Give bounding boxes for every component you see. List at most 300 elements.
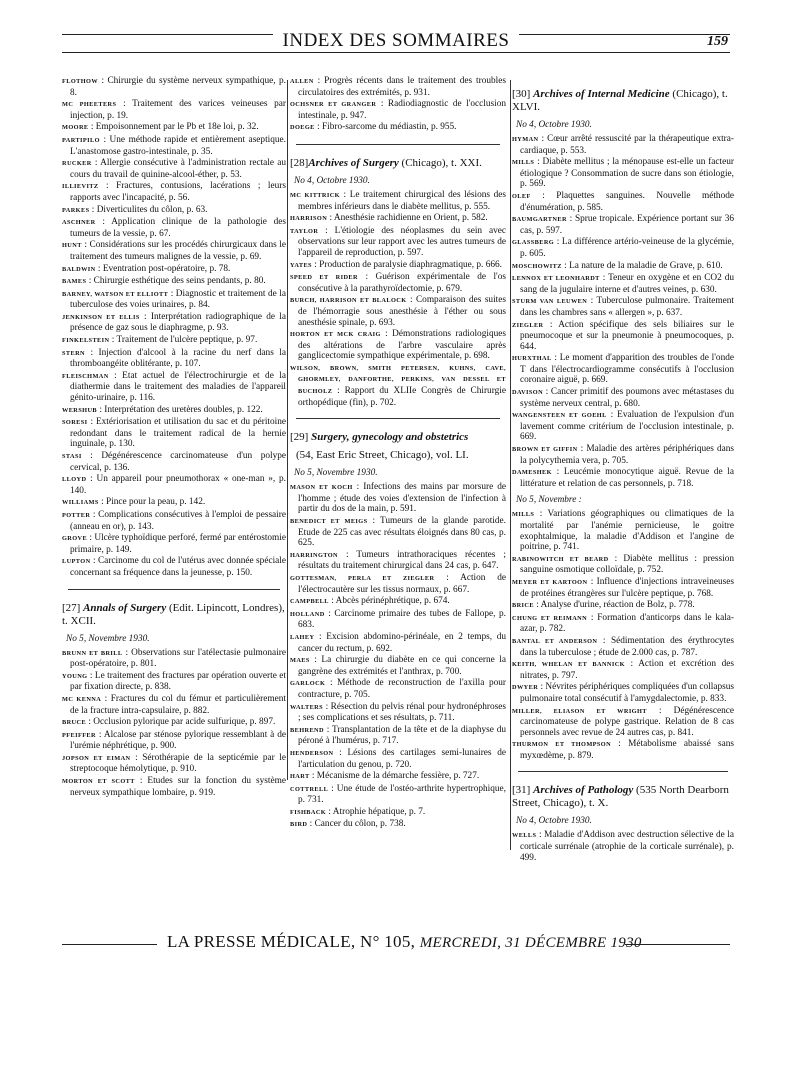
entry-text: : Infections des mains par morsure de l'homme ; étude des voies d'extension de l'infection à partir du dos de la main, p. 591. [298,482,506,515]
footer-text [167,932,642,952]
entry-text: : Fractures, contusions, lacérations ; leurs rapports avec l'incapacité, p. 56. [70,181,286,203]
index-entry [290,482,506,515]
entry-author: RUCKER [62,160,92,168]
index-entry [290,226,506,259]
entry-text: : Tumeurs intrathoraciques récentes ; résultats du traitement chirurgical dans 24 cas, p. 647. [298,549,506,572]
entry-author: BRUNN ET BRILL [62,649,123,657]
index-entry [62,276,286,288]
index-entry [62,158,286,180]
entry-text: : La nature de la maladie de Grave, p. 610. [561,260,723,271]
index-entry [512,296,734,318]
index-entry [62,671,286,693]
entry-text: : Tumeurs de la glande parotide. Etude de 225 cas avec résultats éloignés dans 80 cas, p. 625. [298,516,506,549]
entry-author: BRUCE [62,719,87,727]
entry-author: BAMES [62,278,87,286]
section-number: [27] [62,601,81,614]
entry-author: FINKELSTEIN [62,337,110,345]
issue-date: No 5, Novembre 1930. [66,633,150,644]
index-entry [512,214,734,236]
section-heading [290,157,506,170]
index-entry [62,240,286,262]
entry-text: : Empoisonnement par le Pb et 18e loi, p. 32. [88,122,259,133]
index-entry [512,739,734,761]
footer-rule-left [62,944,157,945]
entry-text: : Injection d'alcool à la racine du nerf dans la thromboangéite oblitérante, p. 107. [70,347,286,370]
index-entry [62,264,286,276]
index-entry [512,387,734,409]
page-footer [62,932,730,956]
index-entry [512,261,734,273]
entry-author: DAVISON [512,389,544,397]
index-entry [62,312,286,334]
entry-author: HURXTHAL [512,355,552,363]
entry-author: MORTON ET SCOTT [62,778,135,786]
journal-publisher: (Chicago), t. XLVI. [512,88,728,113]
section-30 [512,88,734,761]
section-number: [28] [290,156,309,169]
entry-author: BRICE [512,602,534,610]
section-heading [512,784,734,810]
journal-title: Archives of Internal Medicine [533,88,670,100]
column-2 [290,76,506,832]
index-entry [512,467,734,489]
entry-text: : Métabolisme abaissé sans myxœdème, p. 879. [520,739,734,761]
journal-publisher: (Chicago), t. XXI. [398,156,482,169]
entry-text: : Transplantation de la tête et de la diaphyse du péroné à l'humérus, p. 717. [298,724,506,747]
index-entry [62,289,286,311]
entry-author: WALTERS [290,703,324,711]
entry-text: : Diverticulites du côlon, p. 63. [89,204,208,215]
entry-author: DOEGE [290,124,315,132]
entry-text: : Pince pour la peau, p. 142. [98,497,206,508]
index-entry [62,405,286,417]
entry-text: : Progrès récents dans le traitement des troubles circulatoires des extrémités, p. 931. [298,76,506,98]
entry-author: MOSCHOWITZ [512,262,562,270]
section-divider [518,771,728,772]
journal-publisher: (535 North Dearborn Street, Chicago), t. X. [512,784,729,810]
issue-date: No 4, Octobre 1930. [516,816,592,827]
entry-list [62,76,286,579]
issue-date: No 5, Novembre 1930. [294,468,378,479]
index-entry [62,335,286,347]
index-entry [62,648,286,670]
entry-text: : Fibro-sarcome du médiastin, p. 955. [314,122,457,133]
index-entry [290,807,506,819]
entry-author: MC PHEETERS [62,101,117,109]
entry-author: GROVE [62,535,88,543]
index-entry [512,600,734,612]
index-entry [62,205,286,217]
index-entry [512,353,734,386]
entry-text: : Le moment d'apparition des troubles de l'onde T dans l'électrocardiogramme consécutifs à l'occlusion coronaire aiguë, p. 669. [520,353,734,386]
entry-author: CHUNG ET REIMANN [512,614,588,622]
entry-author: BALDWIN [62,265,96,273]
entry-author: YATES [290,261,312,269]
index-entry [62,99,286,121]
entry-text: : Lésions des cartilages semi-lunaires de l'articulation du genou, p. 720. [298,747,506,770]
entry-text: : Observations sur l'atélectasie pulmonaire post-opératoire, p. 801. [70,647,286,670]
entry-text: : Analyse d'urine, réaction de Bolz, p. 778. [533,600,695,611]
page-title: INDEX DES SOMMAIRES [273,30,520,51]
entry-author: PFEIFFER [62,731,96,739]
section-31 [512,784,734,863]
index-entry [512,237,734,259]
index-entry [290,122,506,134]
entry-author: COTTRELL [290,785,329,793]
entry-text: : Le traitement chirurgical des lésions des membres inférieurs dans le diabète mellitus, p. 555. [298,189,506,212]
entry-author: HARRINGTON [290,551,338,559]
entry-author: HYMAN [512,136,539,143]
entry-author: HENDERSON [290,749,334,757]
entry-list [290,190,506,408]
entry-text: : Comparaison des suites de l'hémorragie sous anesthésie à l'éther ou sous anesthésie spinale, p. 693. [298,295,506,328]
entry-text: : Considérations sur les procédés chirurgicaux dans le traitement des tumeurs malignes de la vessie, p. 69. [70,240,286,262]
entry-list [512,830,734,863]
entry-list [512,509,734,761]
entry-author: KEITH, WHELAN ET BANNICK [512,661,625,669]
journal-title: Archives of Pathology [533,784,634,797]
entry-text: : Cancer du côlon, p. 738. [307,819,406,830]
index-entry [512,191,734,213]
entry-author: ALLEN [290,78,314,85]
index-entry [512,410,734,443]
entry-text: : Carcinome du col de l'utérus avec donnée spéciale concernant sa fréquence dans la jeunesse, p. 150. [70,556,286,578]
entry-author: MEYER ET KARTOON [512,578,588,586]
entry-text: : Abcès périnéphrétique, p. 674. [328,596,450,607]
index-entry [290,260,506,272]
section-divider [296,144,500,145]
entry-text: : Sérothérapie de la septicémie par le streptocoque hémolytique, p. 910. [70,752,286,775]
entry-text: : Occlusion pylorique par acide sulfurique, p. 897. [86,717,276,728]
entry-author: ILLIEVITZ [62,183,99,191]
entry-author: BAUMGARTNER [512,216,567,224]
entry-text: : Complications consécutives à l'emploi de pessaire (anneau en or), p. 143. [70,509,286,532]
entry-author: BIRD [290,821,308,829]
entry-text: : Teneur en oxygène et en CO2 du sang de la jugulaire interne et d'autres veines, p. 630. [520,273,734,295]
entry-list [512,134,734,489]
section-heading [290,431,506,444]
index-entry [290,329,506,362]
entry-text: : Tuberculose pulmonaire. Traitement dans les chambres sans « allergen », p. 637. [520,296,734,318]
index-entry [62,556,286,578]
entry-author: LAHEY [290,633,315,641]
index-entry [62,776,286,798]
entry-text: : Evaluation de l'expulsion d'un lavement comme critérium de l'occlusion intestinale, p. 669. [520,410,734,443]
entry-author: WILLIAMS [62,499,99,507]
entry-author: OLEF [512,192,531,200]
entry-author: YOUNG [62,672,88,680]
index-entry [512,613,734,635]
entry-text: : Production de paralysie diaphragmatique, p. 666. [311,259,502,270]
entry-author: BURCH, HARRISON ET BLALOCK [290,297,407,305]
issue-date: No 4, Octobre 1930. [516,120,592,130]
entry-text: : Traitement de l'ulcère peptique, p. 97. [109,335,258,346]
entry-text: : Sprue tropicale. Expérience portant sur 36 cas, p. 597. [520,214,734,236]
entry-author: BANTAL ET ANDERSON [512,637,598,645]
entry-text: : L'étiologie des néoplasmes du sein avec observations sur leur rapport avec les autres tumeurs de l'appareil de reproduction, p. 597. [298,225,506,258]
entry-text: : Chirurgie esthétique des seins pendants, p. 80. [86,276,266,287]
journal-title: Archives of Surgery [308,156,399,169]
entry-text: : Fractures du col du fémur et particulièrement de la fracture intra-capsulaire, p. 882. [70,693,286,716]
entry-author: MAES [290,657,310,665]
entry-text: : Allergie consécutive à l'administration rectale au cours du travail de quinine-alcool-éther, p. 53. [70,158,286,180]
entry-author: SPEED ET RIDER [290,274,358,282]
entry-author: WILSON, BROWN, SMITH PETERSEN, KUHNS, CAVE, GHORMLEY, DANFORTHE, PERKINS, VAN DESSEL ET BUCHOLZ [290,364,506,396]
index-entry [512,577,734,599]
index-entry [62,217,286,239]
entry-text: : Diabète mellitus : pression sanguine osmotique colloïdale, p. 752. [520,553,734,576]
journal-publisher: (54, East Eric Street, Chicago), vol. LI. [296,449,469,462]
entry-text: : Formation d'anticorps dans le kala-azar, p. 782. [520,612,734,635]
index-entry [512,706,734,739]
entry-author: ASCHNER [62,219,96,227]
index-entry [290,655,506,677]
journal-title: Surgery, gynecology and obstetrics [311,431,469,444]
index-entry [62,135,286,157]
index-entry [290,819,506,831]
entry-author: HUNT [62,242,82,250]
column-3 [512,76,734,864]
index-entry [290,190,506,212]
header-rule-bottom [62,52,730,53]
index-entry [62,730,286,752]
index-entry [290,295,506,328]
entry-author: DWYER [512,684,539,692]
entry-author: LENNOX ET LEONHARDT [512,275,600,283]
index-entry [62,417,286,450]
entry-author: HART [290,773,310,781]
entry-author: CAMPBELL [290,598,329,606]
index-entry [290,213,506,225]
entry-author: ZIEGLER [512,321,544,329]
entry-text: : Diagnostic et traitement de la tuberculose des voies urinaires, p. 84. [70,288,286,311]
entry-text: : Etat actuel de l'électrochirurgie et de la diathermie dans le traitement des maladies de l'appareil génito-urinaire, p. 116. [70,370,286,404]
entry-text: : Démonstrations radiologiques des altérations de l'arbre vasculaire après ganglicectomie sympathique expérimentale, p. 698. [298,329,506,362]
index-entry [62,371,286,404]
index-entry [62,753,286,775]
footer-rule-right [625,944,730,945]
entry-author: BARNEY, WATSON ET ELLIOTT [62,290,169,298]
issue-date: No 5, Novembre : [516,495,582,506]
footer-date: MERCREDI, 31 DÉCEMBRE 1930 [419,935,642,951]
journal-title: Annals of Surgery [83,601,167,614]
entry-text: : Une étude de l'ostéo-arthrite hypertrophique, p. 731. [298,783,506,806]
entry-text: : Plaquettes sanguines. Nouvelle méthode d'énumération, p. 585. [520,190,734,213]
index-entry [290,632,506,654]
entry-text: : Influence d'injections intraveineuses de protéines étrangères sur l'ulcère peptique, p. 768. [520,576,734,599]
entry-author: MOORE [62,124,89,132]
section-divider [296,418,500,419]
index-entry [290,771,506,783]
index-entry [62,76,286,98]
index-entry [62,181,286,203]
column-1 [62,76,286,799]
entry-author: MILLS [512,511,535,519]
index-entry [512,830,734,863]
entry-text: : La chirurgie du diabète en ce qui concerne la gangrène des extrémités et l'anthrax, p. 700. [298,655,506,677]
entry-text: : La différence artério-veineuse de la glycémie, p. 605. [520,237,734,259]
section-number: [30] [512,88,531,100]
index-entry [62,451,286,473]
entry-text: : Anesthésie rachidienne en Orient, p. 582. [327,213,488,224]
page-number: 159 [707,34,728,49]
entry-author: LUPTON [62,558,91,566]
entry-text: : Maladie des artères périphériques dans la polycythemia vera, p. 705. [520,444,734,466]
journal-publisher: (Edit. Lipincott, Londres), t. XCII. [62,601,285,627]
page-header [62,26,730,62]
index-entry [290,609,506,631]
index-entry [290,678,506,700]
entry-text: : Radiodiagnostic de l'occlusion intestinale, p. 947. [298,99,507,121]
entry-text: : Cœur arrêté ressuscité par la thérapeutique extra-cardiaque, p. 553. [520,134,734,156]
entry-author: HARRISON [290,215,328,223]
entry-list [290,76,506,134]
entry-text: : Cancer primitif des poumons avec métastases du système nerveux central, p. 680. [520,387,734,409]
entry-author: JOPSON ET EIMAN [62,754,131,762]
index-entry [512,659,734,681]
entry-text: : Carcinome primaire des tubes de Fallope, p. 683. [298,608,506,631]
index-entry [62,510,286,532]
entry-text: : Rapport du XLIIe Congrès de Chirurgie orthopédique (fin), p. 702. [298,386,506,408]
index-entry [290,99,506,121]
index-entry [62,122,286,134]
header-title-wrap [62,30,730,52]
index-entry [290,784,506,806]
entry-author: POTTER [62,511,91,519]
index-entry [290,725,506,747]
entry-author: FLOTHOW [62,78,99,85]
entry-text: : Ulcère typhoïdique perforé, fermé par entérostomie primaire, p. 149. [70,533,286,555]
index-entry [290,76,506,98]
entry-text: : Mécanisme de la démarche fessière, p. 727. [309,771,480,782]
index-entry [512,157,734,190]
entry-author: PARKES [62,206,90,214]
entry-text: : Interprétation radiographique de la présence de gaz sous le diaphragme, p. 93. [70,311,286,334]
entry-author: FISHBACK [290,808,327,816]
entry-author: HOLLAND [290,610,325,618]
index-entry [62,497,286,509]
entry-author: RABINOWITCH ET BEARD [512,555,609,563]
entry-author: THURMON ET THOMPSON [512,741,612,749]
index-entry [290,596,506,608]
entry-author: LLOYD [62,476,87,484]
index-entry [512,273,734,295]
entry-text: : Traitement des varices veineuses par injection, p. 19. [70,99,286,121]
entry-author: GOTTESMAN, PERLA ET ZIEGLER [290,575,435,582]
entry-text: : Une méthode rapide et entièrement aseptique. L'anastomose gastro-intestinale, p. 35. [70,134,286,157]
entry-author: PARTIPILO [62,136,100,144]
entry-text: : Variations géographiques ou climatiques de la mortalité par l'anémie pernicieuse, le goitre exophtalmique, la maladie d'Addison et l'angine de poitrine, p. 741. [520,509,734,553]
entry-author: FLEISCHMAN [62,372,109,380]
entry-text: : Le traitement des fractures par opération ouverte et par fixation directe, p. 838. [70,670,286,693]
entry-text: : Guérison expérimentale de l'os consécutive à la parathyroïdectomie, p. 679. [298,272,506,294]
entry-text: : Action spécifique des sels biliaires sur le pneumocoque et sur la pneumonie à pneumocoques, p. 644. [520,319,734,352]
entry-author: SORESI [62,419,88,427]
section-divider [68,589,280,590]
column-divider-1 [287,80,288,780]
entry-text: : Maladie d'Addison avec destruction sélective de la corticale surrénale (atrophie de la corticale surrénale), p. 499. [520,830,734,863]
column-divider-2 [510,80,511,850]
entry-text: : Dégénérescence carcinomateuse d'un polype cervical, p. 136. [70,451,286,473]
entry-author: GLASSBERG [512,239,555,247]
entry-text: : Interprétation des uretères doubles, p. 122. [97,404,263,415]
entry-text: : Alcalose par sténose pylorique ressemblant à de l'urémie néphrétique, p. 900. [70,729,286,752]
entry-author: WERSHUB [62,406,97,414]
index-entry [290,702,506,724]
index-entry [290,272,506,294]
entry-text: : Extériorisation et utilisation du sac et du péritoine redondant dans le traitement radical de la hernie inguinale, p. 130. [70,417,286,450]
entry-text: : Action de l'électrocautère sur les tissus normaux, p. 667. [298,573,507,595]
index-entry [290,748,506,770]
entry-author: JENKINSON ET ELLIS [62,313,140,321]
entry-author: MILLS [512,159,535,167]
entry-text: : Un appareil pour pneumothorax « one-man », p. 140. [70,474,286,496]
entry-author: MASON ET KOCH [290,484,353,492]
entry-list [62,648,286,799]
entry-author: STERN [62,349,85,357]
index-entry [290,363,506,408]
entry-author: BENEDICT ET MEIGS [290,518,368,526]
entry-text: : Sédimentation des érythrocytes dans la tuberculose ; étude de 2.000 cas, p. 787. [520,635,734,658]
entry-text: : Action et excrétion des nitrates, p. 797. [520,659,734,681]
entry-text: : Atrophie hépatique, p. 7. [326,806,426,817]
entry-author: OCHSNER ET GRANGER [290,101,377,109]
index-entry [290,573,506,595]
index-entry [512,682,734,704]
entry-list [290,482,506,831]
section-heading [62,602,286,628]
entry-author: WELLS [512,832,537,840]
entry-author: MILLER, ELIASON ET WRIGHT [512,707,647,715]
index-entry [290,516,506,549]
entry-text: : Névrites périphériques compliquées d'un collapsus pulmonaire total consécutif à l'amygdalectomie, p. 833. [520,682,734,704]
entry-text: : Etudes sur la fonction du système nerveux sympathique lombaire, p. 919. [70,776,286,798]
section-29 [290,431,506,831]
entry-text: : Application clinique de la pathologie des tumeurs de la vessie, p. 67. [70,217,286,239]
section-28 [290,157,506,408]
index-entry [512,320,734,353]
entry-author: STASI [62,453,82,460]
entry-author: TAYLOR [290,227,319,235]
entry-text: : Chirurgie du système nerveux sympathique, p. 8. [70,76,286,98]
entry-author: BROWN ET GIFFIN [512,446,578,454]
section-number: [31] [512,784,531,797]
index-entry [512,444,734,466]
entry-author: MC KENNA [62,695,102,703]
entry-author: HORTON ET MCK CRAIG [290,331,381,339]
entry-text: : Résection du pelvis rénal pour hydronéphroses ; ses complications et ses résultats, p. 711. [298,701,506,724]
entry-text: : Diabète mellitus ; la ménopause est-elle un facteur étiologique ? Consommation de sucre dans son étiologie, p. 569. [520,157,734,190]
index-entry [512,636,734,658]
entry-author: GARLOCK [290,680,326,688]
issue-date: No 4, Octobre 1930. [294,175,370,186]
index-entry [62,348,286,370]
entry-author: WANGENSTEEN ET GOEHL [512,412,607,420]
entry-author: STURM VAN LEUWEN [512,298,588,306]
entry-author: BEHREND [290,726,324,734]
index-entry [512,509,734,552]
entry-text: : Dégénérescence carcinomateuse de polype gastrique. Relation de 8 cas personnels avec revue de 24 autres cas, p. 841. [520,705,734,738]
entry-author: MC KITTRICK [290,191,340,199]
entry-text: : Méthode de reconstruction de l'axilla pour contracture, p. 705. [298,678,506,700]
index-entry [512,134,734,156]
entry-text: : Excision abdomino-périnéale, en 2 temps, du cancer du rectum, p. 692. [298,631,506,654]
index-entry [62,474,286,496]
index-entry [62,533,286,555]
entry-text: : Eventration post-opératoire, p. 78. [95,263,231,274]
index-entry [62,717,286,729]
index-entry [290,550,506,572]
